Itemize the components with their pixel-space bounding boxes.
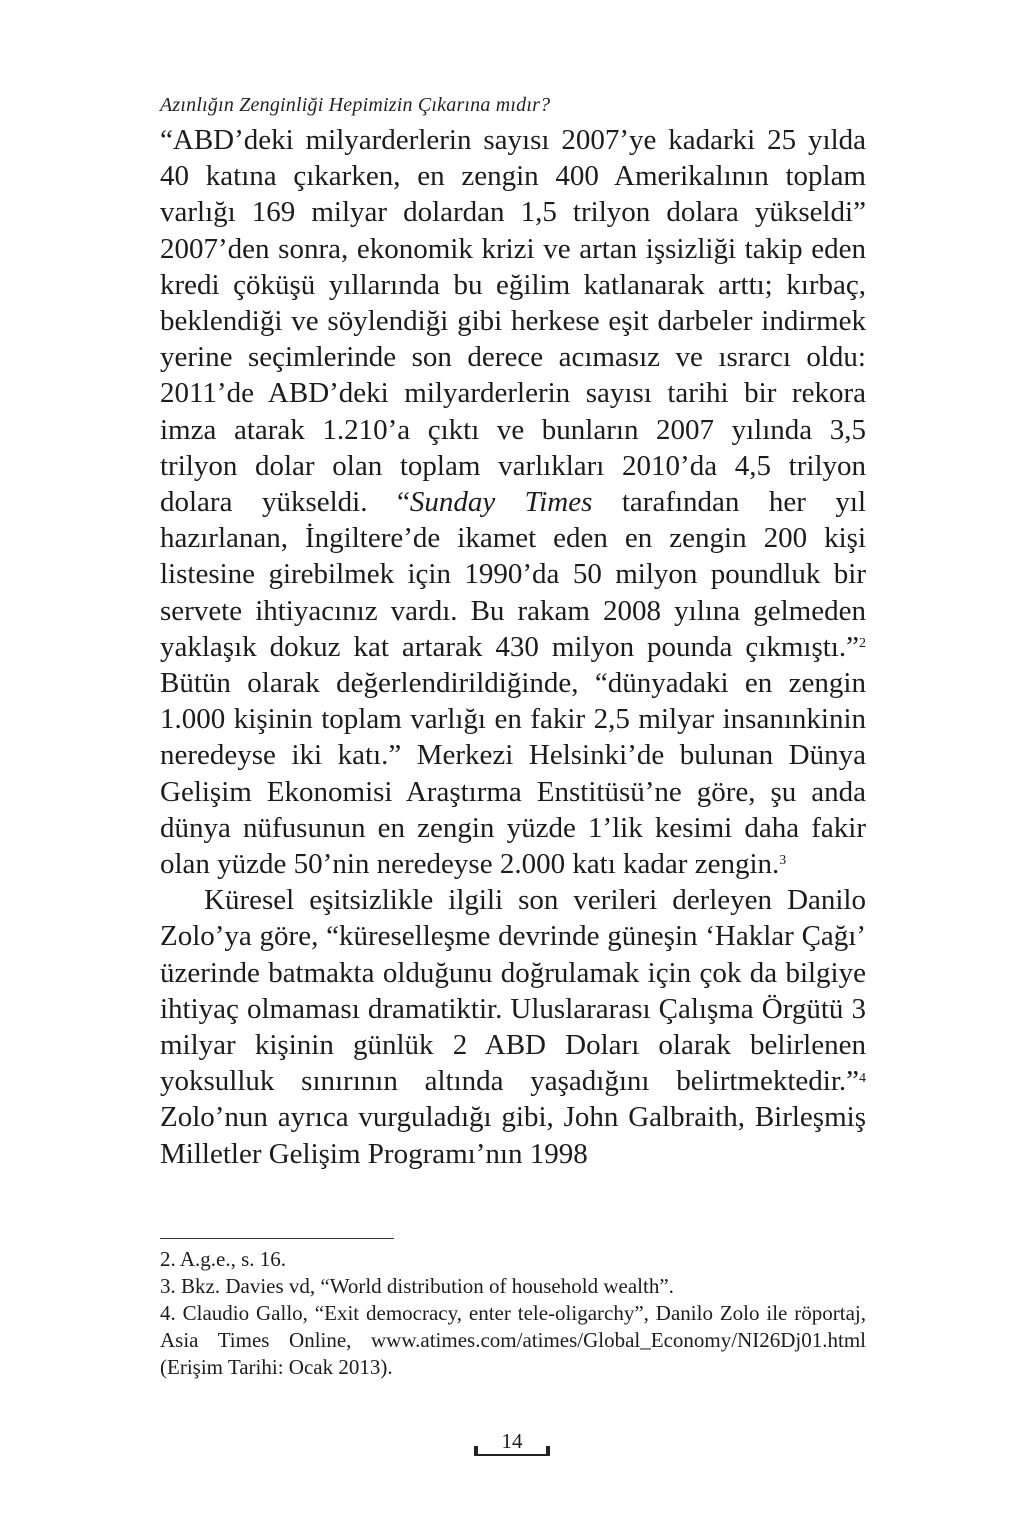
footnote-4: 4. Claudio Gallo, “Exit democracy, enter tele-oligarchy”, Danilo Zolo ile röportaj, Asia Times Online, www.atimes.com/atimes/Global_Economy/NI26Dj01.html (Erişim Tarihi: Ocak 2013).: [160, 1301, 866, 1379]
paragraph-2-text-a: Küresel eşitsizlikle ilgili son verileri derleyen Danilo Zolo’ya göre, “küreselleşme devrinde güneşin ‘Haklar Çağı’ üzerinde batmakta olduğunu doğrulamak için çok da bilgiye ihtiyaç olmaması dramatiktir. Uluslararası Çalışma Örgütü 3 milyar kişinin günlük 2 ABD Doları olarak belirlenen yoksulluk sınırının altında yaşadığını belirtmektedir.”: [160, 884, 866, 1098]
paragraph-2-text-b: Zolo’nun ayrıca vurguladığı gibi, John Galbraith, Birleşmiş Milletler Gelişim Programı’nın 1998: [160, 1101, 866, 1170]
paragraph-1-italic-title: Sunday Times: [409, 486, 593, 519]
page-number-block: [470, 1428, 554, 1458]
footnote-2: 2. A.g.e., s. 16.: [160, 1247, 286, 1271]
paragraph-1-text-b: tarafından her yıl hazırlanan, İngiltere’de ikamet eden en zengin 200 kişi listesine girebilmek için 1990’da 50 milyon poundluk bir servete ihtiyacınız vardı. Bu rakam 2008 yılına gelmeden yaklaşık dokuz kat artarak 430 milyon pounda çıkmıştı.”: [160, 486, 867, 663]
footnote-divider: [160, 1238, 394, 1239]
page-number-rule: [474, 1454, 550, 1456]
body-text: [160, 122, 866, 1172]
page-content: [160, 92, 866, 1172]
paragraph-2: [160, 882, 866, 1172]
paragraph-1: [160, 122, 866, 882]
footnote-ref-4[interactable]: 4: [859, 1070, 866, 1086]
page-number-tick-left: [474, 1446, 478, 1456]
paragraph-1-text-a: “ABD’deki milyarderlerin sayısı 2007’ye kadarki 25 yılda 40 katına çıkarken, en zengin 400 Amerikalının toplam varlığı 169 milyar dolardan 1,5 trilyon dolara yükseldi” 2007’den sonra, ekonomik krizi ve artan işsizliği takip eden kredi çöküşü yıllarında bu eğilim katlanarak arttı; kırbaç, beklendiği ve söylendiği gibi herkese eşit darbeler indirmek yerine seçimlerinde son derece acımasız ve ısrarcı oldu: 2011’de ABD’deki milyarderlerin sayısı tarihi bir rekora imza atarak 1.210’a çıktı ve bunların 2007 yılında 3,5 trilyon dolar olan toplam varlıkları 2010’da 4,5 trilyon dolara yükseldi. “: [160, 124, 866, 519]
footnote-ref-3[interactable]: 3: [779, 853, 787, 869]
page-number-tick-right: [546, 1446, 550, 1456]
paragraph-1-text-c: Bütün olarak değerlendirildiğinde, “dünyadaki en zengin 1.000 kişinin toplam varlığı en fakir 2,5 milyar insanınkinin neredeyse iki katı.” Merkezi Helsinki’de bulunan Dünya Gelişim Ekonomisi Araştırma Enstitüsü’ne göre, şu anda dünya nüfusunun en zengin yüzde 1’lik kesimi daha fakir olan yüzde 50’nin neredeyse 2.000 katı kadar zengin.: [160, 667, 866, 881]
page-number: 14: [501, 1429, 523, 1453]
footnote-ref-2[interactable]: 2: [859, 636, 866, 652]
running-head: Azınlığın Zenginliği Hepimizin Çıkarına mıdır?: [160, 94, 551, 116]
footnotes: [160, 1246, 866, 1381]
footnote-3: 3. Bkz. Davies vd, “World distribution of household wealth”.: [160, 1274, 674, 1298]
